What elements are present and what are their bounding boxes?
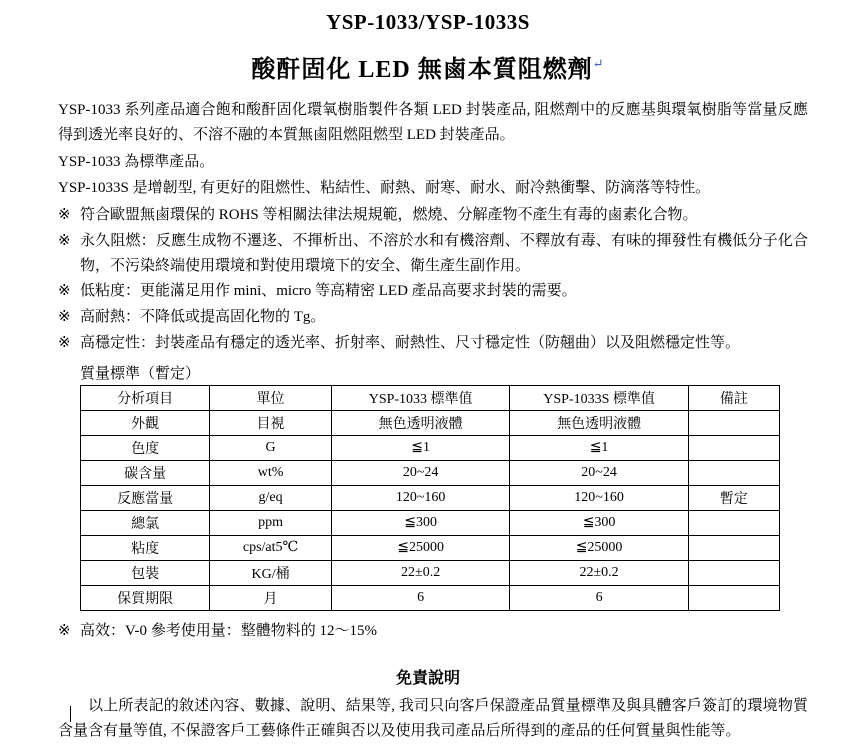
- paragraph: [58, 176, 808, 201]
- page-subtitle: [0, 49, 856, 84]
- cell-std-1033: 120~160: [331, 485, 509, 510]
- bullet-mark: ※: [58, 232, 71, 249]
- list-item: [58, 305, 808, 330]
- cell-std-1033s: 120~160: [510, 485, 688, 510]
- table-row: [81, 510, 780, 535]
- cell-remark: [688, 560, 779, 585]
- column-header: YSP-1033S 標準值: [510, 385, 688, 410]
- disclaimer-text: 以上所表記的敘述內容、數據、說明、結果等, 我司只向客戶保證產品質量標準及與具體客戶簽訂的環境物質含量含有量等值, 不保證客戶工藝條件正確與否以及使用我司產品后所得到的產品的任何質量與性能等。: [58, 698, 808, 739]
- cell-item: 碳含量: [81, 460, 210, 485]
- list-item-text: 高效：V-0 參考使用量：整體物料的 12～15%: [80, 622, 377, 639]
- cell-item: 粘度: [81, 535, 210, 560]
- cell-item: 總氯: [81, 510, 210, 535]
- specification-table: [80, 385, 780, 611]
- cell-std-1033s: 無色透明液體: [510, 410, 688, 435]
- cell-std-1033s: ≦300: [510, 510, 688, 535]
- cell-unit: cps/at5℃: [210, 535, 332, 560]
- cell-unit: 月: [210, 585, 332, 610]
- cell-item: 外觀: [81, 410, 210, 435]
- cell-std-1033: 6: [331, 585, 509, 610]
- bullet-mark: ※: [58, 283, 71, 300]
- cell-unit: KG/桶: [210, 560, 332, 585]
- list-item-text: 高耐熱：不降低或提高固化物的 Tg。: [80, 309, 326, 325]
- list-item: [58, 203, 808, 228]
- paragraph-mark-icon: ↵: [592, 56, 605, 71]
- table-row: [81, 535, 780, 560]
- disclaimer-body: [0, 694, 856, 744]
- paragraph: [58, 98, 808, 148]
- column-header: 分析項目: [81, 385, 210, 410]
- column-header: YSP-1033 標準值: [331, 385, 509, 410]
- table-header-row: [81, 385, 780, 410]
- cell-std-1033: 無色透明液體: [331, 410, 509, 435]
- cell-std-1033: 20~24: [331, 460, 509, 485]
- cell-remark: [688, 585, 779, 610]
- paragraph: [58, 150, 808, 175]
- list-item: [58, 619, 808, 644]
- list-item: [58, 331, 808, 356]
- cell-remark: [688, 410, 779, 435]
- cell-std-1033: ≦25000: [331, 535, 509, 560]
- bullet-mark: ※: [58, 309, 71, 325]
- list-item-text: 低粘度：更能滿足用作 mini、micro 等高精密 LED 產品高要求封裝的需要。: [80, 283, 577, 300]
- bullet-mark: ※: [58, 334, 71, 351]
- cell-std-1033: 22±0.2: [331, 560, 509, 585]
- paragraph-text: YSP-1033S 是增韌型, 有更好的阻燃性、粘結性、耐熱、耐寒、耐水、耐冷熱衝擊、防滴落等特性。: [58, 180, 711, 197]
- list-item-text: 高穩定性：封裝產品有穩定的透光率、折射率、耐熱性、尺寸穩定性（防翹曲）以及阻燃穩定性等。: [80, 334, 741, 351]
- cell-std-1033s: 6: [510, 585, 688, 610]
- cell-remark: 暫定: [688, 485, 779, 510]
- table-row: [81, 410, 780, 435]
- cell-std-1033s: ≦1: [510, 435, 688, 460]
- bullet-mark: ※: [58, 207, 71, 223]
- cell-std-1033s: 22±0.2: [510, 560, 688, 585]
- list-item-text: 符合歐盟無鹵環保的 ROHS 等相關法律法規規範，燃燒、分解產物不產生有毒的鹵素化合物。: [80, 207, 698, 223]
- table-row: [81, 560, 780, 585]
- cell-std-1033: ≦300: [331, 510, 509, 535]
- page-subtitle-text: 酸酐固化 LED 無鹵本質阻燃劑: [251, 57, 593, 83]
- paragraph-text: YSP-1033 為標準產品。: [58, 153, 215, 170]
- list-item: [58, 229, 808, 279]
- cell-remark: [688, 510, 779, 535]
- feature-bullets: [0, 203, 856, 356]
- cell-remark: [688, 535, 779, 560]
- cell-remark: [688, 435, 779, 460]
- table-row: [81, 485, 780, 510]
- cell-item: 反應當量: [81, 485, 210, 510]
- page-title: YSP-1033/YSP-1033S: [326, 10, 530, 34]
- usage-note: [0, 619, 856, 644]
- cell-unit: ppm: [210, 510, 332, 535]
- cell-unit: G: [210, 435, 332, 460]
- list-item-text: 永久阻燃：反應生成物不遷迻、不揮析出、不溶於水和有機溶劑、不釋放有毒、有味的揮發性有機低分子化合物，不污染終端使用環境和對使用環境下的安全、衛生產生副作用。: [80, 232, 808, 274]
- cell-item: 色度: [81, 435, 210, 460]
- cell-std-1033s: 20~24: [510, 460, 688, 485]
- cell-unit: g/eq: [210, 485, 332, 510]
- bullet-mark: ※: [58, 622, 71, 639]
- cell-std-1033s: ≦25000: [510, 535, 688, 560]
- paragraph-text: YSP-1033 系列產品適合飽和酸酐固化環氧樹脂製件各類 LED 封裝產品, 阻燃劑中的反應基與環氧樹脂等當量反應得到透光率良好的、不溶不融的本質無鹵阻燃阻燃型 LED 封裝產品。: [58, 102, 808, 143]
- cell-remark: [688, 460, 779, 485]
- table-row: [81, 460, 780, 485]
- column-header: 單位: [210, 385, 332, 410]
- table-caption: 質量標準（暫定）: [80, 365, 201, 382]
- document-page: [0, 10, 856, 739]
- intro-paragraphs: [0, 98, 856, 201]
- cell-item: 包裝: [81, 560, 210, 585]
- list-item: [58, 279, 808, 304]
- table-row: [81, 435, 780, 460]
- cell-std-1033: ≦1: [331, 435, 509, 460]
- cell-item: 保質期限: [81, 585, 210, 610]
- cell-unit: 目視: [210, 410, 332, 435]
- column-header: 備註: [688, 385, 779, 410]
- table-row: [81, 585, 780, 610]
- cell-unit: wt%: [210, 460, 332, 485]
- disclaimer-heading: 免責說明: [395, 670, 460, 688]
